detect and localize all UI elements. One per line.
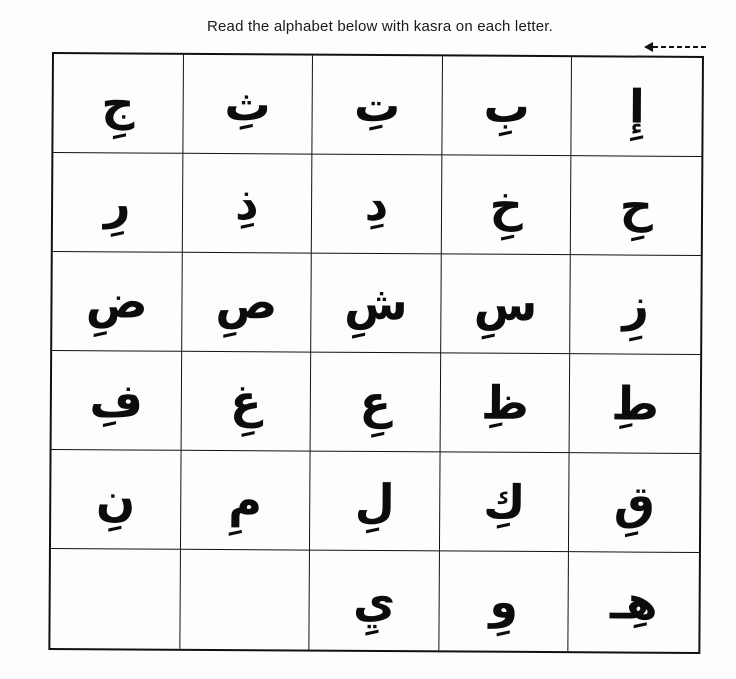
arabic-letter: شِ xyxy=(344,275,408,331)
arabic-letter: حِ xyxy=(619,178,654,233)
arabic-letter: بِ xyxy=(483,78,531,133)
arabic-letter: سِ xyxy=(473,276,538,331)
letter-cell xyxy=(311,254,441,354)
arabic-letter: ذِ xyxy=(234,176,259,231)
arabic-letter: كِ xyxy=(483,474,526,529)
arabic-letter: ضِ xyxy=(85,274,148,329)
letter-cell xyxy=(180,550,310,650)
letter-cell xyxy=(53,54,183,154)
arabic-letter: فِ xyxy=(89,373,144,428)
arabic-letter: ظِ xyxy=(480,375,530,430)
arabic-letter: لِ xyxy=(354,473,395,529)
arabic-letter: نِ xyxy=(95,472,136,527)
arabic-letter: غِ xyxy=(229,374,262,429)
arabic-letter: إِ xyxy=(628,79,645,134)
arabic-letter: هِـ xyxy=(609,574,658,630)
arabic-letter: زِ xyxy=(622,277,650,332)
letter-cell xyxy=(571,156,701,256)
letter-cell xyxy=(313,56,443,156)
arabic-letter: رِ xyxy=(103,175,131,230)
arabic-letter: دِ xyxy=(364,176,389,232)
letter-cell xyxy=(181,451,311,551)
letter-cell xyxy=(310,551,440,651)
left-arrow-icon xyxy=(644,41,706,53)
alphabet-grid xyxy=(48,52,704,654)
arabic-letter: طِ xyxy=(610,376,660,431)
arabic-letter: ثِ xyxy=(224,77,271,132)
letter-cell xyxy=(570,354,700,454)
letter-cell xyxy=(52,252,182,352)
letter-cell xyxy=(182,253,312,353)
letter-cell xyxy=(52,351,182,451)
letter-cell xyxy=(440,452,570,552)
arabic-letter: يِ xyxy=(352,573,396,628)
arabic-letter: عِ xyxy=(359,374,392,430)
letter-cell xyxy=(311,353,441,453)
letter-cell xyxy=(310,452,440,552)
letter-cell xyxy=(440,353,570,453)
arabic-letter: صِ xyxy=(215,275,278,330)
arabic-letter: تِ xyxy=(353,77,401,133)
letter-cell xyxy=(312,155,442,255)
letter-cell xyxy=(442,155,572,255)
letter-cell xyxy=(50,549,180,649)
letter-cell xyxy=(439,551,569,651)
arabic-letter: جِ xyxy=(101,76,135,131)
letter-cell xyxy=(183,55,313,155)
instruction-text: Read the alphabet below with kasra on each letter. xyxy=(206,18,554,35)
letter-cell xyxy=(53,153,183,253)
arabic-letter: مِ xyxy=(228,473,263,528)
letter-cell xyxy=(182,154,312,254)
arabic-letter: وِ xyxy=(489,574,519,629)
letter-cell xyxy=(442,56,572,156)
arabic-letter: قِ xyxy=(613,475,656,530)
letter-cell xyxy=(571,255,701,355)
letter-cell xyxy=(569,453,699,553)
letter-cell xyxy=(181,352,311,452)
letter-cell xyxy=(51,450,181,550)
letter-cell xyxy=(569,552,699,652)
letter-cell xyxy=(572,57,702,157)
arabic-letter: خِ xyxy=(489,177,523,232)
letter-cell xyxy=(441,254,571,354)
